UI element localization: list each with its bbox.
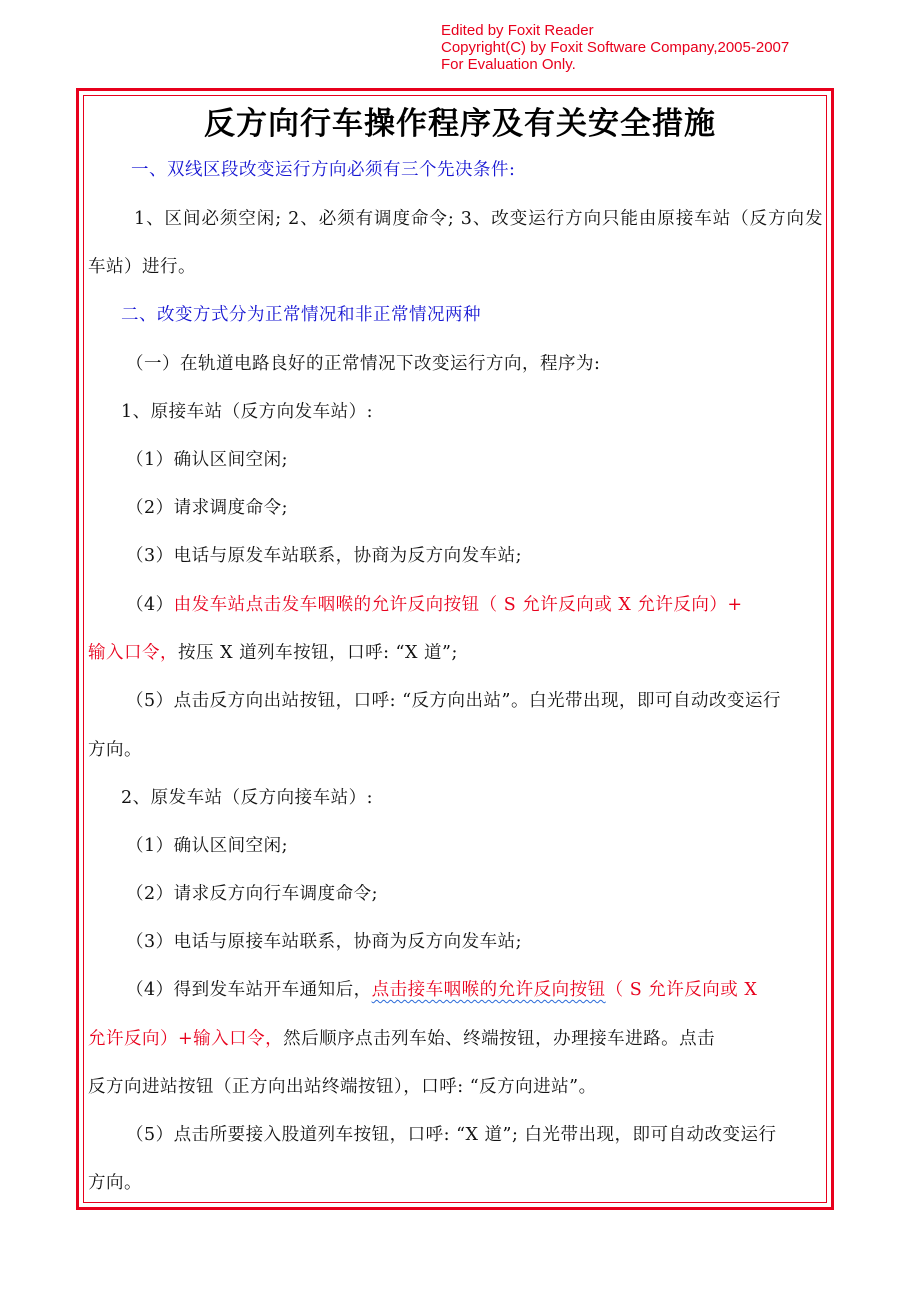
- step-item: （5）点击反方向出站按钮，口呼: “反方向出站”。白光带出现，即可自动改变运行: [126, 691, 781, 711]
- watermark-line: For Evaluation Only.: [441, 56, 576, 73]
- step-item: （3）电话与原接车站联系，协商为反方向发车站;: [126, 932, 523, 952]
- step-text: 按压 X 道列车按钮，口呼: “X 道”;: [178, 643, 458, 663]
- highlighted-instruction: 由发车站点击发车咽喉的允许反向按钮（ S 允许反向或 X 允许反向）+: [173, 595, 743, 615]
- step-item: [126, 976, 757, 1001]
- step-item-continued: 方向。: [88, 740, 142, 760]
- section-heading: 一、双线区段改变运行方向必须有三个先决条件:: [131, 160, 516, 180]
- step-item: （5）点击所要接入股道列车按钮，口呼: “X 道”; 白光带出现，即可自动改变运行: [126, 1125, 777, 1145]
- step-item-continued: 反方向进站按钮（正方向出站终端按钮），口呼: “反方向进站”。: [88, 1077, 597, 1097]
- station-heading: 2、原发车站（反方向接车站）:: [121, 788, 374, 808]
- section-heading: 二、改变方式分为正常情况和非正常情况两种: [121, 305, 481, 325]
- station-heading: 1、原接车站（反方向发车站）:: [121, 402, 374, 422]
- highlighted-instruction: 输入口令，: [88, 643, 178, 663]
- step-item: （1）确认区间空闲;: [126, 836, 289, 856]
- paragraph-line: [88, 205, 823, 230]
- step-text: 然后顺序点击列车始、终端按钮，办理接车进路。点击: [283, 1029, 716, 1049]
- step-item: （2）请求调度命令;: [126, 498, 289, 518]
- evaluation-watermark: [441, 22, 789, 73]
- step-item: （2）请求反方向行车调度命令;: [126, 884, 379, 904]
- step-item-continued: [88, 1025, 715, 1050]
- step-item-continued: [88, 639, 458, 664]
- paragraph-line: 车站）进行。: [88, 257, 196, 277]
- watermark-line: Copyright(C) by Foxit Software Company,2005-2007: [441, 39, 790, 56]
- step-item: [126, 591, 743, 616]
- highlighted-instruction: 允许反向）+输入口令，: [88, 1029, 284, 1049]
- subsection-heading: （一）在轨道电路良好的正常情况下改变运行方向，程序为:: [126, 354, 601, 374]
- watermark-line: Edited by Foxit Reader: [441, 22, 594, 39]
- highlighted-instruction: 点击接车咽喉的允许反向按钮: [371, 980, 606, 1000]
- step-item: （1）确认区间空闲;: [126, 450, 289, 470]
- step-item: （3）电话与原发车站联系，协商为反方向发车站;: [126, 546, 523, 566]
- paragraph-text: 1、区间必须空闲; 2、必须有调度命令; 3、改变运行方向只能由原接车站（反方向发: [134, 209, 823, 229]
- document-title: 反方向行车操作程序及有关安全措施: [204, 106, 716, 142]
- highlighted-instruction: （ S 允许反向或 X: [605, 980, 758, 1000]
- step-text: （4）得到发车站开车通知后，: [126, 980, 372, 1000]
- step-number: （4）: [126, 595, 174, 615]
- step-item-continued: 方向。: [88, 1173, 142, 1193]
